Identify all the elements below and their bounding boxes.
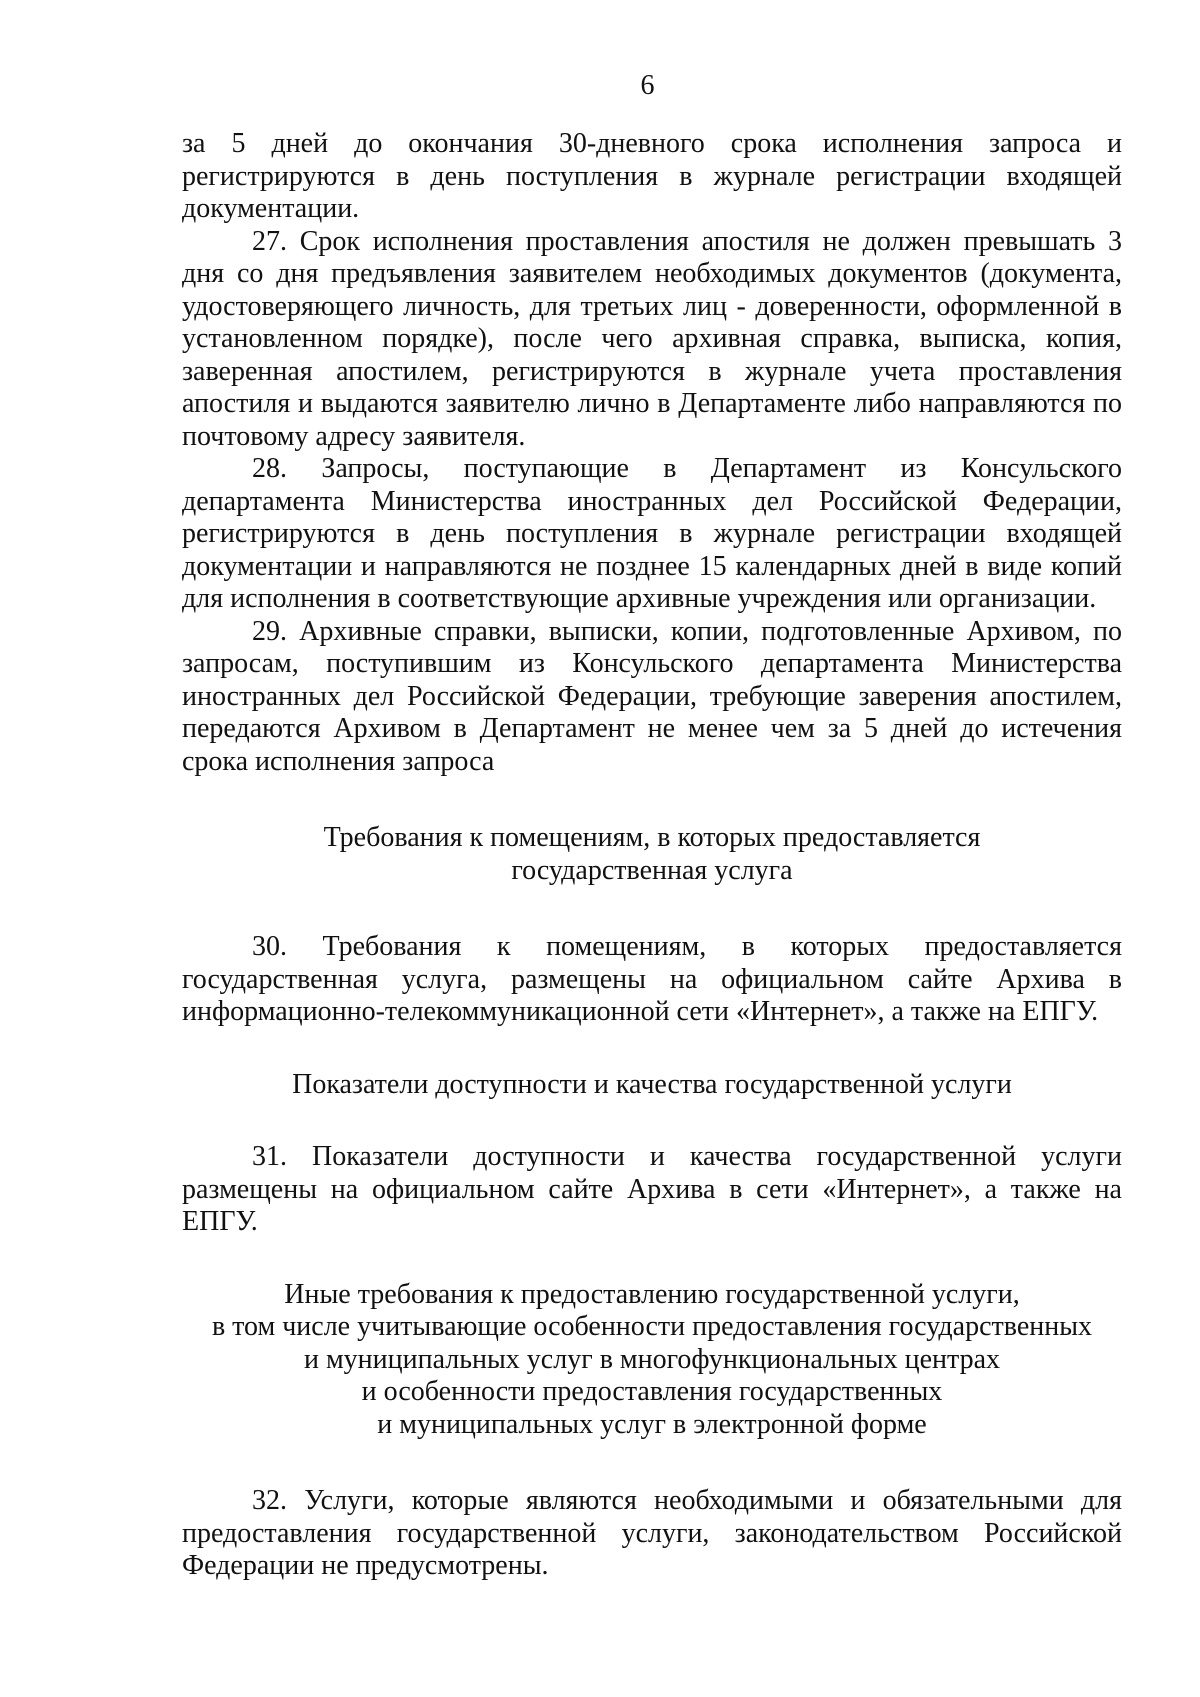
heading-line: государственная услуга [511, 854, 793, 886]
paragraph-28: 28. Запросы, поступающие в Департамент из Консульского департамента Министерства иностранных дел Российской Федерации, регистрируются в день поступления в журнале регистрации входящей документации и направляются не позднее 15 календарных дней в виде копий для исполнения в соответствующие архивные учреждения или организации. [182, 453, 1122, 614]
document-body [182, 128, 1122, 1583]
section-heading-premises [182, 822, 1122, 887]
page-number: 6 [640, 70, 655, 101]
section-heading-other-requirements [182, 1279, 1122, 1442]
paragraph-27: 27. Срок исполнения проставления апостиля не должен превышать 3 дня со дня предъявления заявителем необходимых документов (документа, удостоверяющего личность, для третьих лиц - доверенности, оформленной в установленном порядке), после чего архивная справка, выписка, копия, заверенная апостилем, регистрируются в журнале учета проставления апостиля и выдаются заявителю лично в Департаменте либо направляются по почтовому адресу заявителя. [182, 225, 1122, 452]
heading-line: и муниципальных услуг в многофункциональных центрах [303, 1343, 1001, 1375]
paragraph-31: 31. Показатели доступности и качества государственной услуги размещены на официальном сайте Архива в сети «Интернет», а также на ЕПГУ. [182, 1141, 1122, 1237]
heading-line: Иные требования к предоставлению государственной услуги, [284, 1278, 1020, 1310]
heading-line: и муниципальных услуг в электронной форме [377, 1408, 927, 1440]
paragraph-continuation: за 5 дней до окончания 30-дневного срока исполнения запроса и регистрируются в день поступления в журнале регистрации входящей документации. [182, 128, 1122, 224]
heading-line: Требования к помещениям, в которых предоставляется [323, 822, 981, 853]
heading-line: в том числе учитывающие особенности предоставления государственных [211, 1311, 1093, 1342]
heading-line: и особенности предоставления государственных [361, 1376, 943, 1407]
paragraph-30: 30. Требования к помещениям, в которых предоставляется государственная услуга, размещены на официальном сайте Архива в информационно-телекоммуникационной сети «Интернет», а также на ЕПГУ. [182, 931, 1122, 1027]
section-heading-accessibility: Показатели доступности и качества государственной услуги [292, 1068, 1012, 1100]
paragraph-29: 29. Архивные справки, выписки, копии, подготовленные Архивом, по запросам, поступившим из Консульского департамента Министерства иностранных дел Российской Федерации, требующие заверения апостилем, передаются Архивом в Департамент не менее чем за 5 дней до истечения срока исполнения запроса [182, 615, 1122, 777]
paragraph-32: 32. Услуги, которые являются необходимыми и обязательными для предоставления государственной услуги, законодательством Российской Федерации не предусмотрены. [182, 1485, 1122, 1581]
